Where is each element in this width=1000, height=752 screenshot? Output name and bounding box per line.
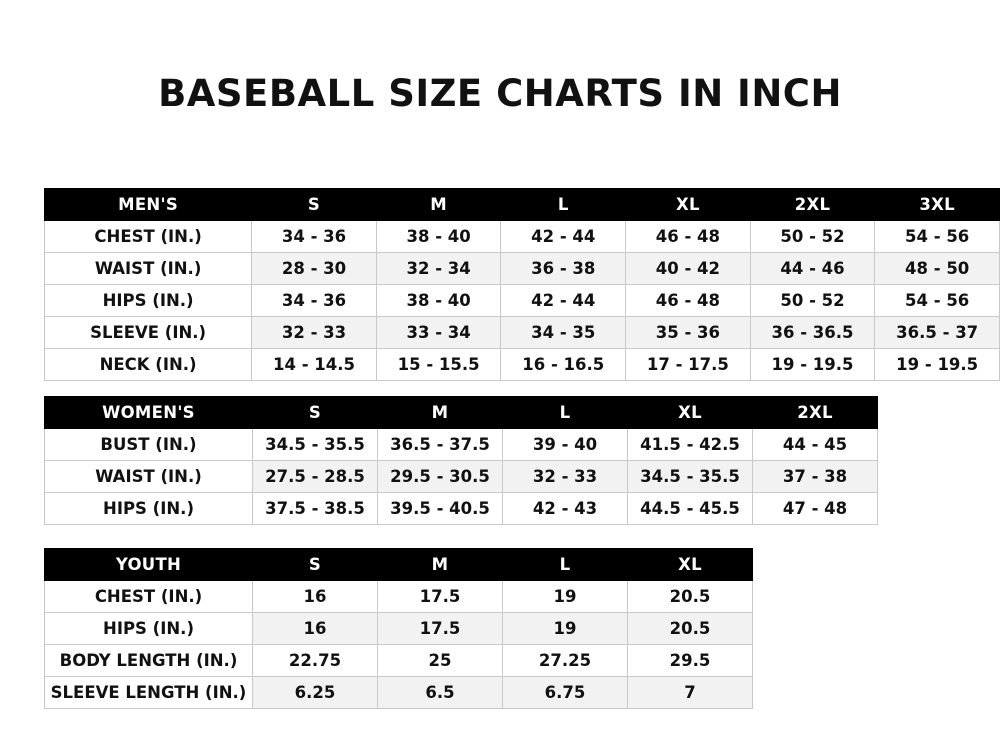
cell: 34 - 36	[252, 285, 377, 317]
cell: 29.5 - 30.5	[378, 461, 503, 493]
cell: 34.5 - 35.5	[628, 461, 753, 493]
cell: 38 - 40	[376, 221, 501, 253]
mens-header-3xl: 3XL	[875, 189, 1000, 221]
cell: 22.75	[253, 645, 378, 677]
youth-header-l: L	[503, 549, 628, 581]
cell: 50 - 52	[750, 285, 875, 317]
cell: 20.5	[628, 613, 753, 645]
table-row	[45, 613, 753, 645]
row-label-chest: CHEST (IN.)	[45, 581, 253, 613]
cell: 27.5 - 28.5	[253, 461, 378, 493]
cell: 6.25	[253, 677, 378, 709]
table-row	[45, 645, 753, 677]
table-row	[45, 429, 878, 461]
table-row	[45, 221, 1000, 253]
cell: 34.5 - 35.5	[253, 429, 378, 461]
cell: 36.5 - 37	[875, 317, 1000, 349]
cell: 28 - 30	[252, 253, 377, 285]
table-header-row	[45, 189, 1000, 221]
table-row	[45, 677, 753, 709]
cell: 32 - 34	[376, 253, 501, 285]
cell: 20.5	[628, 581, 753, 613]
row-label-hips: HIPS (IN.)	[45, 613, 253, 645]
youth-header-m: M	[378, 549, 503, 581]
page-title: BASEBALL SIZE CHARTS IN INCH	[158, 72, 842, 115]
cell: 37 - 38	[753, 461, 878, 493]
cell: 54 - 56	[875, 285, 1000, 317]
table-row	[45, 317, 1000, 349]
cell: 7	[628, 677, 753, 709]
mens-header-2xl: 2XL	[750, 189, 875, 221]
cell: 36 - 38	[501, 253, 626, 285]
cell: 35 - 36	[626, 317, 751, 349]
womens-table-header	[45, 397, 878, 429]
cell: 6.5	[378, 677, 503, 709]
cell: 32 - 33	[503, 461, 628, 493]
cell: 44 - 46	[750, 253, 875, 285]
cell: 42 - 44	[501, 285, 626, 317]
cell: 42 - 44	[501, 221, 626, 253]
womens-table-body	[45, 429, 878, 525]
cell: 47 - 48	[753, 493, 878, 525]
cell: 37.5 - 38.5	[253, 493, 378, 525]
row-label-sleeve-length: SLEEVE LENGTH (IN.)	[45, 677, 253, 709]
mens-header-category: MEN'S	[45, 189, 252, 221]
cell: 50 - 52	[750, 221, 875, 253]
table-header-row	[45, 397, 878, 429]
table-row	[45, 461, 878, 493]
youth-header-category: YOUTH	[45, 549, 253, 581]
row-label-waist: WAIST (IN.)	[45, 461, 253, 493]
mens-table	[44, 188, 1000, 381]
cell: 44 - 45	[753, 429, 878, 461]
cell: 25	[378, 645, 503, 677]
womens-table	[44, 396, 878, 525]
row-label-sleeve: SLEEVE (IN.)	[45, 317, 252, 349]
cell: 19 - 19.5	[875, 349, 1000, 381]
mens-size-chart	[44, 188, 1000, 381]
row-label-chest: CHEST (IN.)	[45, 221, 252, 253]
cell: 16	[253, 613, 378, 645]
womens-header-category: WOMEN'S	[45, 397, 253, 429]
mens-header-m: M	[376, 189, 501, 221]
cell: 39 - 40	[503, 429, 628, 461]
womens-header-l: L	[503, 397, 628, 429]
youth-size-chart	[44, 548, 753, 709]
table-header-row	[45, 549, 753, 581]
cell: 33 - 34	[376, 317, 501, 349]
row-label-hips: HIPS (IN.)	[45, 493, 253, 525]
cell: 14 - 14.5	[252, 349, 377, 381]
cell: 38 - 40	[376, 285, 501, 317]
cell: 48 - 50	[875, 253, 1000, 285]
cell: 54 - 56	[875, 221, 1000, 253]
cell: 46 - 48	[626, 221, 751, 253]
row-label-neck: NECK (IN.)	[45, 349, 252, 381]
cell: 19 - 19.5	[750, 349, 875, 381]
cell: 16	[253, 581, 378, 613]
table-row	[45, 581, 753, 613]
womens-header-s: S	[253, 397, 378, 429]
row-label-body-length: BODY LENGTH (IN.)	[45, 645, 253, 677]
mens-table-header	[45, 189, 1000, 221]
table-row	[45, 253, 1000, 285]
youth-header-xl: XL	[628, 549, 753, 581]
cell: 19	[503, 581, 628, 613]
row-label-hips: HIPS (IN.)	[45, 285, 252, 317]
cell: 17.5	[378, 581, 503, 613]
cell: 34 - 36	[252, 221, 377, 253]
cell: 36.5 - 37.5	[378, 429, 503, 461]
cell: 15 - 15.5	[376, 349, 501, 381]
mens-table-body	[45, 221, 1000, 381]
cell: 41.5 - 42.5	[628, 429, 753, 461]
youth-table	[44, 548, 753, 709]
cell: 44.5 - 45.5	[628, 493, 753, 525]
youth-header-s: S	[253, 549, 378, 581]
cell: 17 - 17.5	[626, 349, 751, 381]
cell: 34 - 35	[501, 317, 626, 349]
cell: 42 - 43	[503, 493, 628, 525]
table-row	[45, 285, 1000, 317]
table-row	[45, 349, 1000, 381]
cell: 27.25	[503, 645, 628, 677]
cell: 29.5	[628, 645, 753, 677]
cell: 36 - 36.5	[750, 317, 875, 349]
womens-header-2xl: 2XL	[753, 397, 878, 429]
cell: 40 - 42	[626, 253, 751, 285]
row-label-bust: BUST (IN.)	[45, 429, 253, 461]
cell: 32 - 33	[252, 317, 377, 349]
cell: 46 - 48	[626, 285, 751, 317]
womens-header-xl: XL	[628, 397, 753, 429]
mens-header-l: L	[501, 189, 626, 221]
mens-header-s: S	[252, 189, 377, 221]
cell: 6.75	[503, 677, 628, 709]
cell: 19	[503, 613, 628, 645]
cell: 39.5 - 40.5	[378, 493, 503, 525]
mens-header-xl: XL	[626, 189, 751, 221]
youth-table-body	[45, 581, 753, 709]
cell: 17.5	[378, 613, 503, 645]
womens-header-m: M	[378, 397, 503, 429]
youth-table-header	[45, 549, 753, 581]
cell: 16 - 16.5	[501, 349, 626, 381]
womens-size-chart	[44, 396, 878, 525]
row-label-waist: WAIST (IN.)	[45, 253, 252, 285]
table-row	[45, 493, 878, 525]
